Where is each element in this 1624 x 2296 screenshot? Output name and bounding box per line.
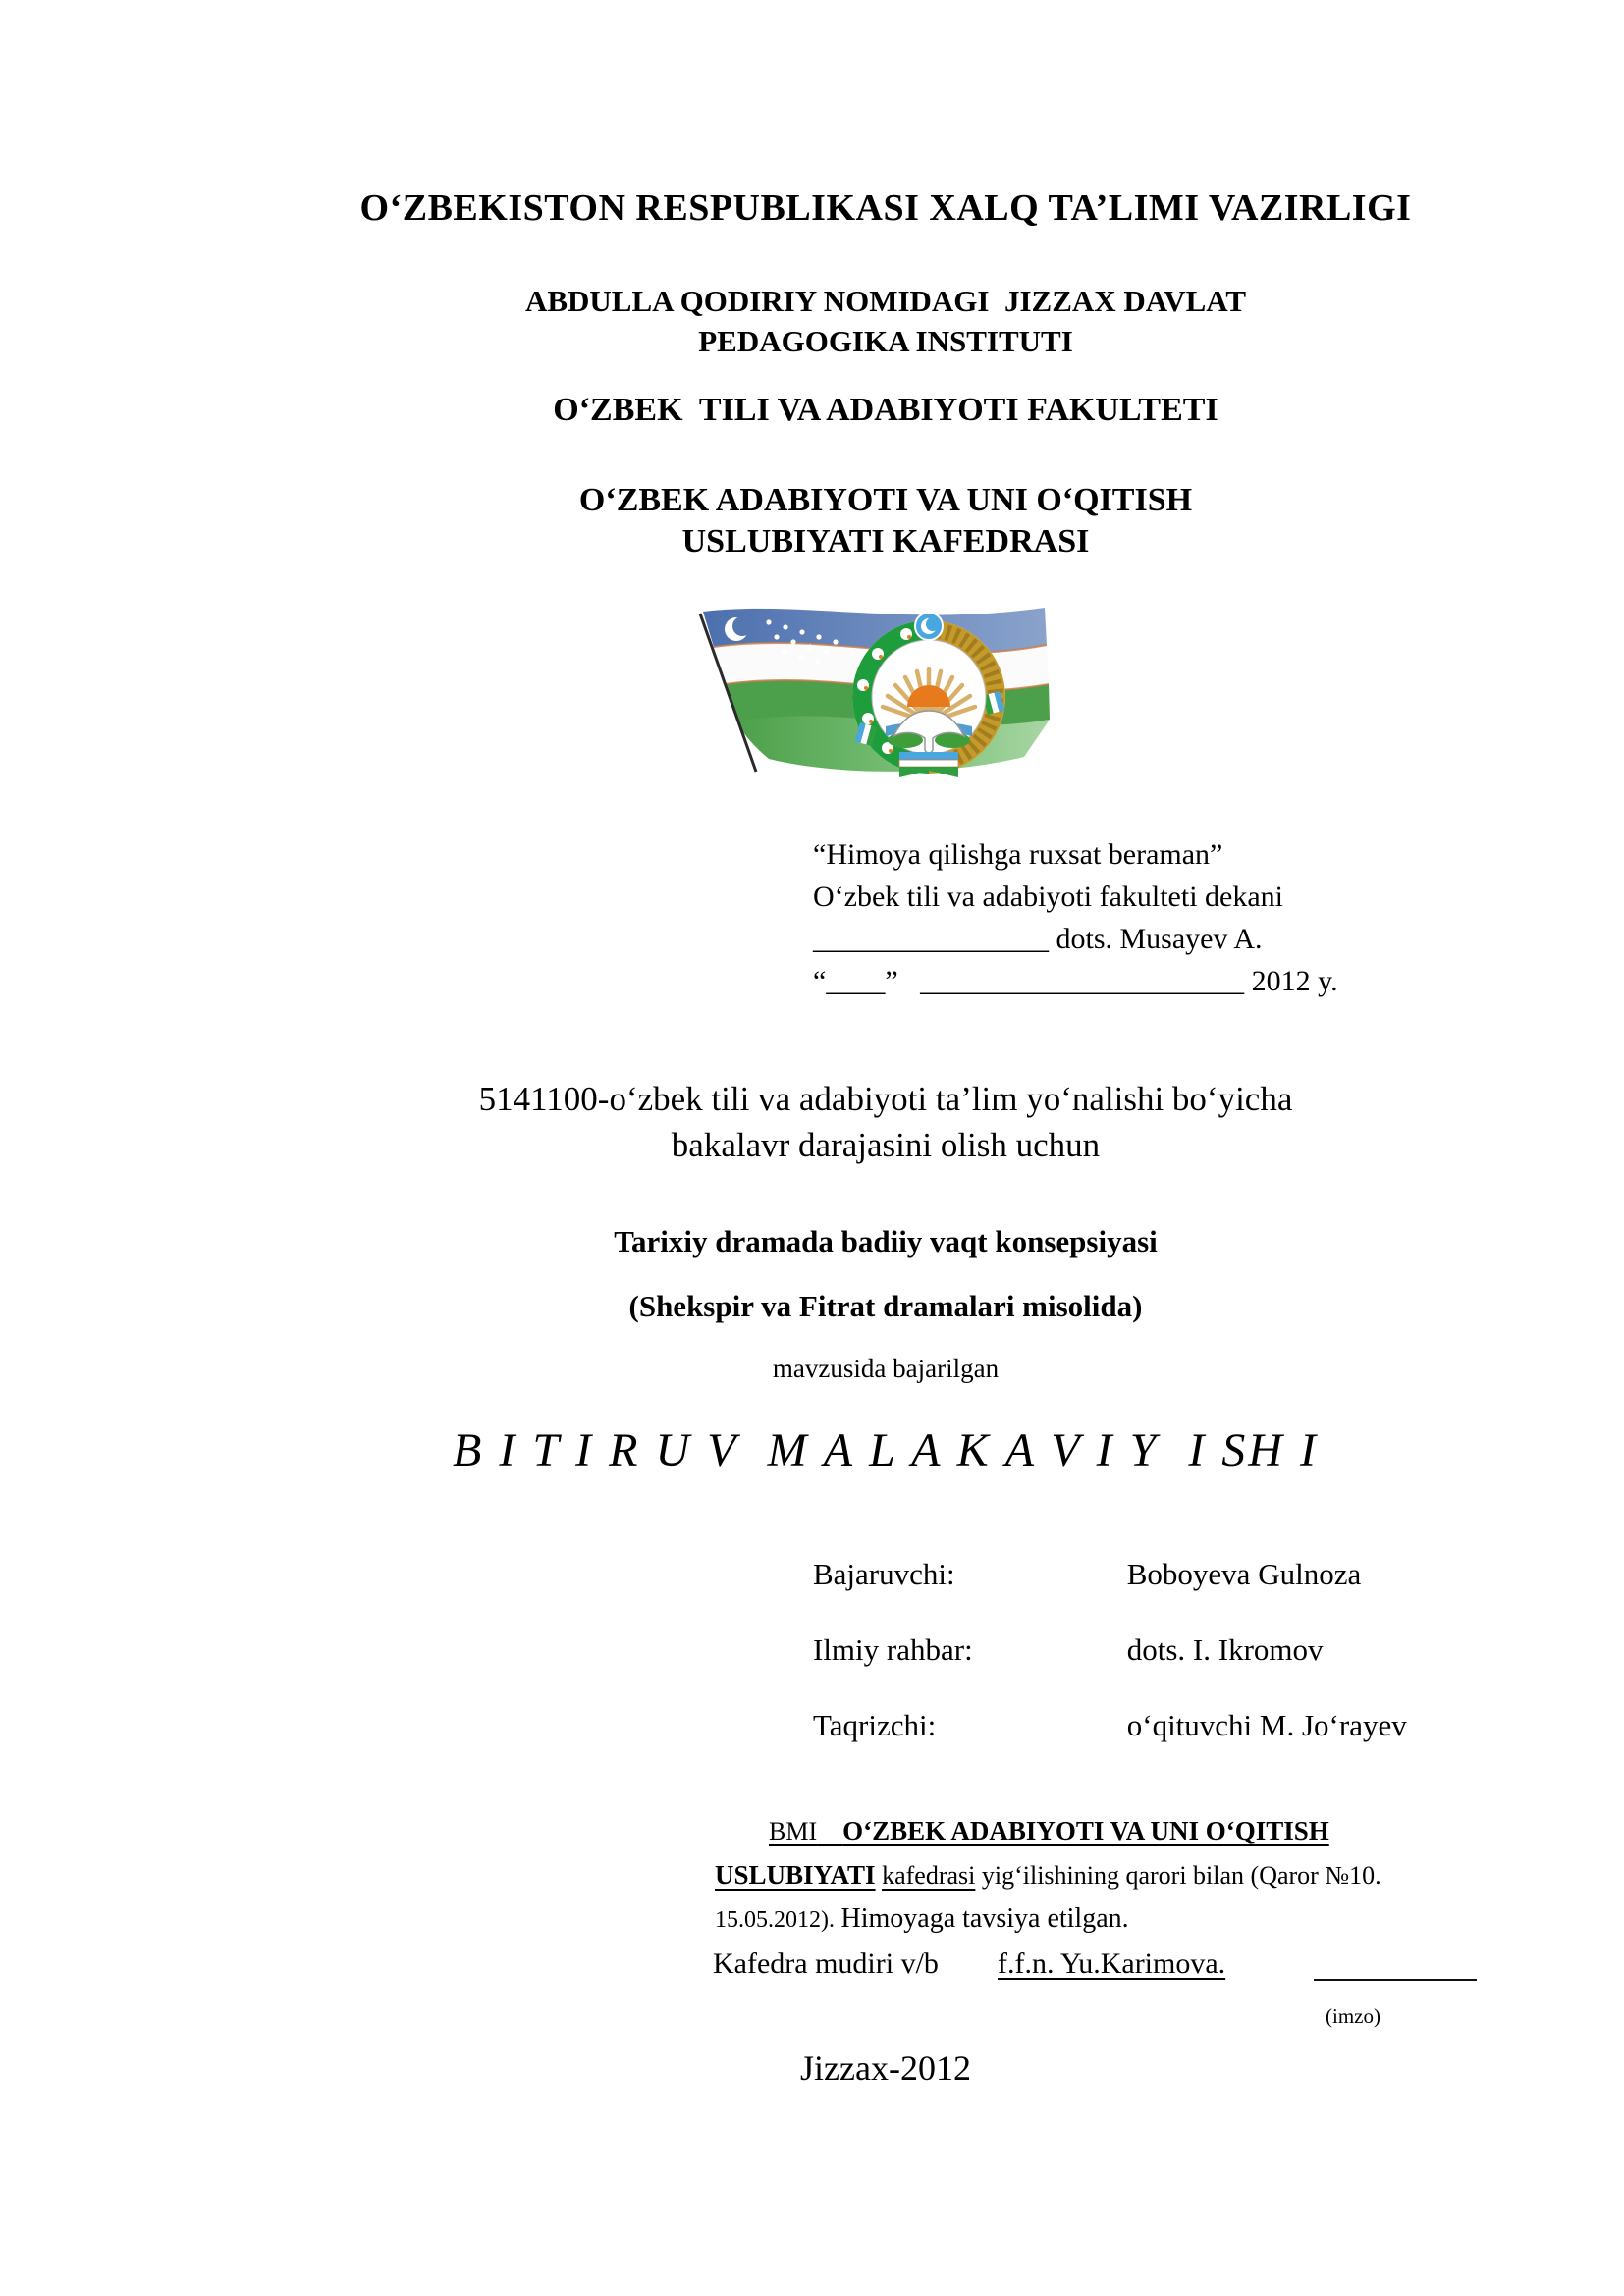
approval-block [813,833,1338,1002]
dept-caps-line1: O‘ZBEK ADABIYOTI VA UNI O‘QITISH [842,1816,1329,1845]
kafedrasi-word: kafedrasi [882,1861,976,1890]
department-line1: O‘ZBEK ADABIYOTI VA UNI O‘QITISH [578,482,1193,518]
approval-date-line: “____” ______________________ 2012 y. [813,965,1338,997]
recommendation-line3-rest: Himoyaga tavsiya etilgan. [840,1903,1129,1934]
decision-date: 15.05.2012). [715,1907,835,1933]
head-of-department-name: f.f.n. Yu.Karimova. [998,1948,1226,1980]
role-label: Taqrizchi: [813,1708,937,1742]
approval-quote: “Himoya qilishga ruxsat beraman” [813,838,1223,871]
ministry-title: O‘ZBEKISTON RESPUBLIKASI XALQ TA’LIMI VAZIRLIGI [359,187,1412,229]
role-row-performer [813,1557,1361,1592]
flag-emblem-icon [690,602,1057,784]
institute-line2: PEDAGOGIKA INSTITUTI [698,324,1073,358]
department-line2: USLUBIYATI KAFEDRASI [681,523,1090,560]
city-year: Jizzax-2012 [800,2049,971,2088]
recommendation-line3 [715,1897,1481,1942]
uzbekistan-flag-emblem-image [690,602,1057,784]
recommendation-line2 [715,1853,1481,1897]
faculty-title: O‘ZBEK TILI VA ADABIYOTI FAKULTETI [553,392,1218,428]
head-of-department-label: Kafedra mudiri v/b [713,1948,939,1980]
role-value: dots. I. Ikromov [1126,1632,1324,1667]
bmi-abbrev: BMI [769,1817,818,1845]
topic-subtitle: (Shekspir va Fitrat dramalari misolida) [628,1289,1143,1323]
approval-dean-line: O‘zbek tili va adabiyoti fakulteti dekani [813,881,1284,913]
recommendation-block [715,1809,1481,1942]
recommendation-line1 [715,1809,1481,1853]
dept-caps-line2: USLUBIYATI [715,1860,876,1890]
approval-signature-line: ________________ dots. Musayev A. [813,923,1263,955]
institute-title [241,281,1531,361]
work-type-title: B I T I R U V M A L A K A V I Y I SH I [453,1424,1319,1476]
role-row-advisor [813,1632,1324,1668]
institute-line1: ABDULLA QODIRIY NOMIDAGI JIZZAX DAVLAT [524,284,1247,318]
performed-note: mavzusida bajarilgan [772,1354,1000,1383]
recommendation-line2-rest: yig‘ilishining qarori bilan (Qaror №10. [981,1861,1381,1890]
role-row-reviewer [813,1708,1407,1743]
role-value: Boboyeva Gulnoza [1126,1557,1362,1591]
program-block [241,1076,1531,1168]
role-label: Ilmiy rahbar: [813,1632,973,1667]
program-line2: bakalavr darajasini olish uchun [671,1126,1101,1164]
role-value: o‘qituvchi M. Jo‘rayev [1126,1708,1407,1742]
topic-title: Tarixiy dramada badiiy vaqt konsepsiyasi [614,1224,1158,1258]
role-label: Bajaruvchi: [813,1557,955,1591]
imzo-caption: (imzo) [1326,2004,1380,2028]
signature-blank-line [1314,1948,1477,1981]
department-title [241,480,1531,562]
program-line1: 5141100-o‘zbek tili va adabiyoti ta’lim yo‘nalishi bo‘yicha [478,1080,1293,1118]
